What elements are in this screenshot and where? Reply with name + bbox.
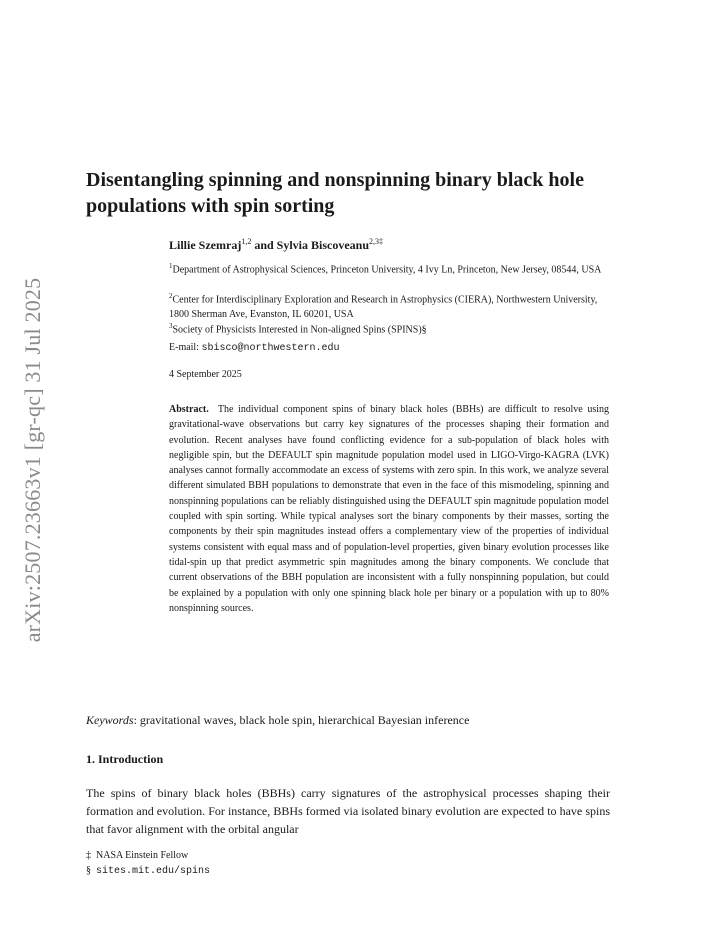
arxiv-identifier-stamp (18, 270, 48, 650)
author-connector: and (251, 238, 277, 252)
section-heading: 1. Introduction (86, 752, 164, 766)
author-affiliation-marks: 1,2 (241, 237, 252, 246)
footnote (86, 865, 210, 877)
affiliation-text: Center for Interdisciplinary Exploration and Research in Astrophysics (CIERA), Northwestern University, 1800 Sherman Ave, Evanston, IL 60201, USA (169, 294, 598, 321)
publication-date: 4 September 2025 (169, 369, 242, 380)
author-name: Sylvia Biscoveanu (276, 238, 370, 252)
author-footnote-symbol: ‡ (379, 237, 384, 246)
author-name: Lillie Szemraj (169, 238, 242, 252)
keywords-text: : gravitational waves, black hole spin, hierarchical Bayesian inference (133, 713, 470, 727)
abstract-label: Abstract. (169, 404, 209, 415)
affiliation-mark: 2 (169, 292, 173, 300)
email-label: E-mail: (169, 342, 202, 353)
contact-email (169, 342, 340, 354)
introduction-paragraph: The spins of binary black holes (BBHs) carry signatures of the astrophysical processes shaping their formation and evolution. For instance, BBHs formed via isolated binary evolution are expected to have spins that favor alignment with the orbital angular (86, 786, 610, 836)
author-list (169, 237, 383, 253)
abstract-text: The individual component spins of binary black holes (BBHs) are difficult to resolve using gravitational-wave observations but carry key signatures of the processes shaping their formation and evolution. Recent analyses have found conflicting evidence for a sub-population of black holes with negligible spin, but the DEFAULT spin magnitude population model used in LIGO-Virgo-KAGRA (LVK) analyses cannot formally accommodate an excess of systems with zero spin. In this work, we analyze several different simulated BBH populations to demonstrate that even in the face of this mismodeling, spinning and nonspinning populations can be reliably distinguished using the DEFAULT spin magnitude population model coupled with spin sorting. While typical analyses sort the binary components by their masses, sorting the components by their spin magnitudes instead offers a complementary view of the properties of individual systems consistent with equal mass and of population-level properties, given binary evolution processes like tidal-spin up that predict asymmetric spin magnitudes among the binary components. We conclude that current observations of the BBH population are inconsistent with a fully nonspinning population, but could be explained by a population with only one spinning black hole per binary or a population with up to 80% nonspinning sources. (169, 404, 609, 614)
affiliation-mark: 3 (169, 322, 173, 330)
footnote (86, 850, 188, 861)
keywords (86, 713, 469, 728)
footnote-text: NASA Einstein Fellow (96, 850, 189, 861)
affiliation-text: Department of Astrophysical Sciences, Princeton University, 4 Ivy Ln, Princeton, New Jersey, 08544, USA (172, 264, 602, 276)
email-address[interactable]: sbisco@northwestern.edu (201, 343, 340, 354)
author-affiliation-marks: 2,3 (369, 237, 380, 246)
affiliation (169, 319, 609, 337)
paper-title: Disentangling spinning and nonspinning binary black hole populations with spin sorting (86, 169, 584, 217)
affiliation (169, 259, 609, 277)
arxiv-identifier-text: arXiv:2507.23663v1 [gr-qc] 31 Jul 2025 (20, 277, 45, 643)
keywords-label: Keywords (86, 713, 134, 727)
affiliation-mark: 1 (169, 262, 173, 270)
affiliation-text: Society of Physicists Interested in Non-aligned Spins (SPINS)§ (172, 324, 427, 336)
affiliation (169, 289, 609, 322)
abstract (169, 402, 609, 616)
footnote-symbol: ‡ (86, 850, 91, 861)
footnote-link[interactable]: sites.mit.edu/spins (96, 866, 211, 877)
footnote-symbol: § (86, 865, 91, 876)
